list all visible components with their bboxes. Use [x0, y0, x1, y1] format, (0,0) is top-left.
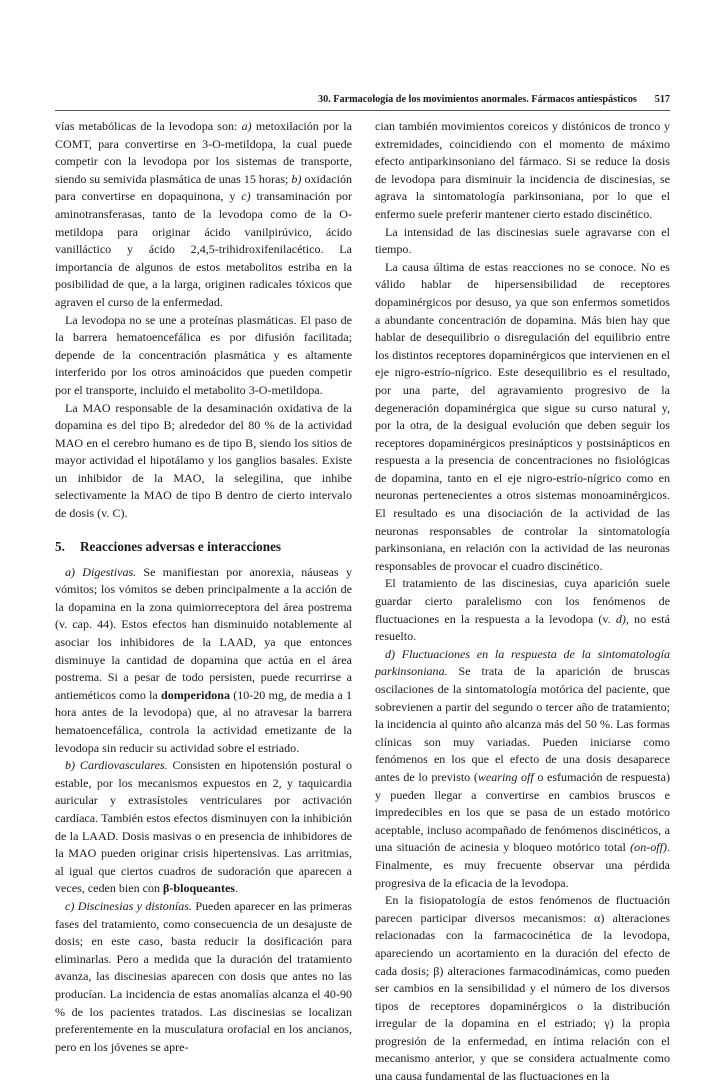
paragraph: d) Fluctuaciones en la respuesta de la sintomatología parkinsoniana. Se trata de la aparición de bruscas oscilaciones de la sintomatología motórica del paciente, que sobrevienen a partir del segundo o tercer año de tratamiento; la incidencia al quinto año alcanza más del 50 %. Las formas clínicas son muy variadas. Pueden iniciarse como fenómenos en los que el efecto de una dosis desaparece antes de lo previsto (wearing off o esfumación de respuesta) y pueden llegar a convertirse en cambios bruscos e impredecibles en los que se pasa de un estado motórico aceptable, incluso acompañado de fenómenos discinéticos, a una situación de acinesia y bloqueo motórico total (on-off). Finalmente, es muy frecuente observar una pérdida progresiva de la eficacia de la levodopa.: [375, 646, 670, 890]
paragraph: c) Discinesias y distonías. Pueden aparecer en las primeras fases del tratamiento, como consecuencia de un desajuste de dosis; en este caso, basta reducir la dosificación para eliminarlas. Pero a medida que la duración del tratamiento avanza, las discinesias aparecen con dosis que antes no las producían. La incidencia de estas anomalías alcanza el 40-90 % de los pacientes tratados. Las discinesias se localizan preferentemente en la musculatura orofacial en los ancianos, pero en los jóvenes se apre-: [55, 898, 352, 1054]
paragraph: cian también movimientos coreicos y distónicos de tronco y extremidades, coincidiendo con el momento de máximo efecto antiparkinsoniano del fármaco. Si se reduce la dosis de levodopa para disminuir la incidencia de discinesias, se agrava la sintomatología parkinsoniana, por lo que el enfermo suele preferir mantener cierto estado discinético.: [375, 119, 670, 221]
paragraph: a) Digestivas. Se manifiestan por anorexia, náuseas y vómitos; los vómitos se deben principalmente a la acción de la dopamina en la zona quimiorreceptora del área postrema (v. cap. 44). Estos efectos han disminuido notablemente al asociar los inhibidores de la LAAD, ya que entonces disminuye la cantidad de dopamina que actúa en el área postrema. Si a pesar de todo persisten, puede recurrirse a antieméticos como la domperidona (10-20 mg, de media a 1 hora antes de la levodopa) que, al no atravesar la barrera hematoencefálica, controla la actividad emetizante de la levodopa sin reducir su actividad sobre el estriado.: [55, 564, 352, 755]
paragraph: El tratamiento de las discinesias, cuya aparición suele guardar cierto paralelismo con los fenómenos de fluctuaciones en la respuesta a la levodopa (v. d), no está resuelto.: [375, 576, 670, 644]
paragraph: La levodopa no se une a proteínas plasmáticas. El paso de la barrera hematoencefálica es por difusión facilitada; depende de la concentración plasmática y es altamente interferido por los otros aminoácidos que pueden competir por el transporte, incluido el metabolito 3-O-metildopa.: [55, 312, 352, 397]
header-rule: [55, 110, 670, 111]
paragraph: b) Cardiovasculares. Consisten en hipotensión postural o estable, por los mecanismos expuestos en 2, y taquicardia auricular y extrasístoles ventriculares por activación cardíaca. También estos efectos disminuyen con la inhibición de la LAAD. Dosis masivas o en presencia de inhibidores de la MAO pueden originar crisis hipertensivas. Las arritmias, al igual que ciertos cuadros de sudoración que aparecen a veces, ceden bien con β-bloqueantes.: [55, 758, 352, 896]
paragraph: La causa última de estas reacciones no se conoce. No es válido hablar de hipersensibilidad de receptores dopaminérgicos por desuso, ya que son enfermos sometidos a abundante concentración de dopamina. Más bien hay que hablar de desequilibrio o disregulación del equilibrio entre los distintos receptores dopaminérgicos que intervienen en el eje nigro-estrío-nígrico. Este desequilibrio es el resultado, por una parte, del agravamiento progresivo de la degeneración dopaminérgica que sigue su curso natural y, por la otra, de la desigual evolución que deben seguir los receptores dopaminérgicos presinápticos y postsinápticos en respuesta a la presencia de concentraciones no fisiológicas de dopamina, tanto en el eje nigro-estrío-nígrico como en neuronas pertenecientes a otros sistemas monoaminérgicos. El resultado es una disociación de la actividad de las neuronas responsables de controlar la sintomatología parkinsoniana, en relación con la actividad de las neuronas responsables de provocar el cuadro discinético.: [375, 259, 670, 573]
right-column: [375, 118, 670, 1086]
left-column: [55, 118, 352, 1056]
page-number: 517: [654, 94, 670, 105]
paragraph: vías metabólicas de la levodopa son: a) metoxilación por la COMT, para convertirse en 3-O-metildopa, la cual puede competir con la levodopa por los sistemas de transporte, siendo su semivida plasmática de unas 15 horas; b) oxidación para convertirse en dopaquinona, y c) transaminación por aminotransferasas, tanto de la levodopa como de la O-metildopa para originar ácido vanilpirúvico, ácido vanilláctico y ácido 2,4,5-trihidroxifenilacético. La importancia de algunos de estos metabolitos estriba en la posibilidad de que, a la larga, originen radicales tóxicos que agraven el curso de la enfermedad.: [55, 119, 352, 309]
running-header: [318, 94, 670, 105]
paragraph: En la fisiopatología de estos fenómenos de fluctuación parecen participar diversos mecanismos: α) alteraciones relacionadas con la farmacocinética de la levodopa, apareciendo un acortamiento en la duración del efecto de cada dosis; β) alteraciones farmacodinámicas, como pueden ser cambios en la sensibilidad y el número de los diversos tipos de receptores dopaminérgicos o la distribución irregular de la dopamina en el estriado; γ) la propia progresión de la enfermedad, en íntima relación con el mecanismo anterior, y que se considera actualmente como una causa fundamental de las fluctuaciones en la: [375, 893, 670, 1084]
section-heading: 5. Reacciones adversas e interacciones: [55, 538, 282, 554]
paragraph: La intensidad de las discinesias suele agravarse con el tiempo.: [375, 224, 670, 257]
chapter-title: 30. Farmacología de los movimientos anormales. Fármacos antiespásticos: [318, 94, 637, 105]
paragraph: La MAO responsable de la desaminación oxidativa de la dopamina es del tipo B; alrededor del 80 % de la actividad MAO en el cerebro humano es de tipo B, siendo los sitios de mayor actividad el hipotálamo y los ganglios basales. Existe un inhibidor de la MAO, la selegilina, que inhibe selectivamente la MAO de tipo B dentro de cierto intervalo de dosis (v. C).: [55, 400, 352, 521]
